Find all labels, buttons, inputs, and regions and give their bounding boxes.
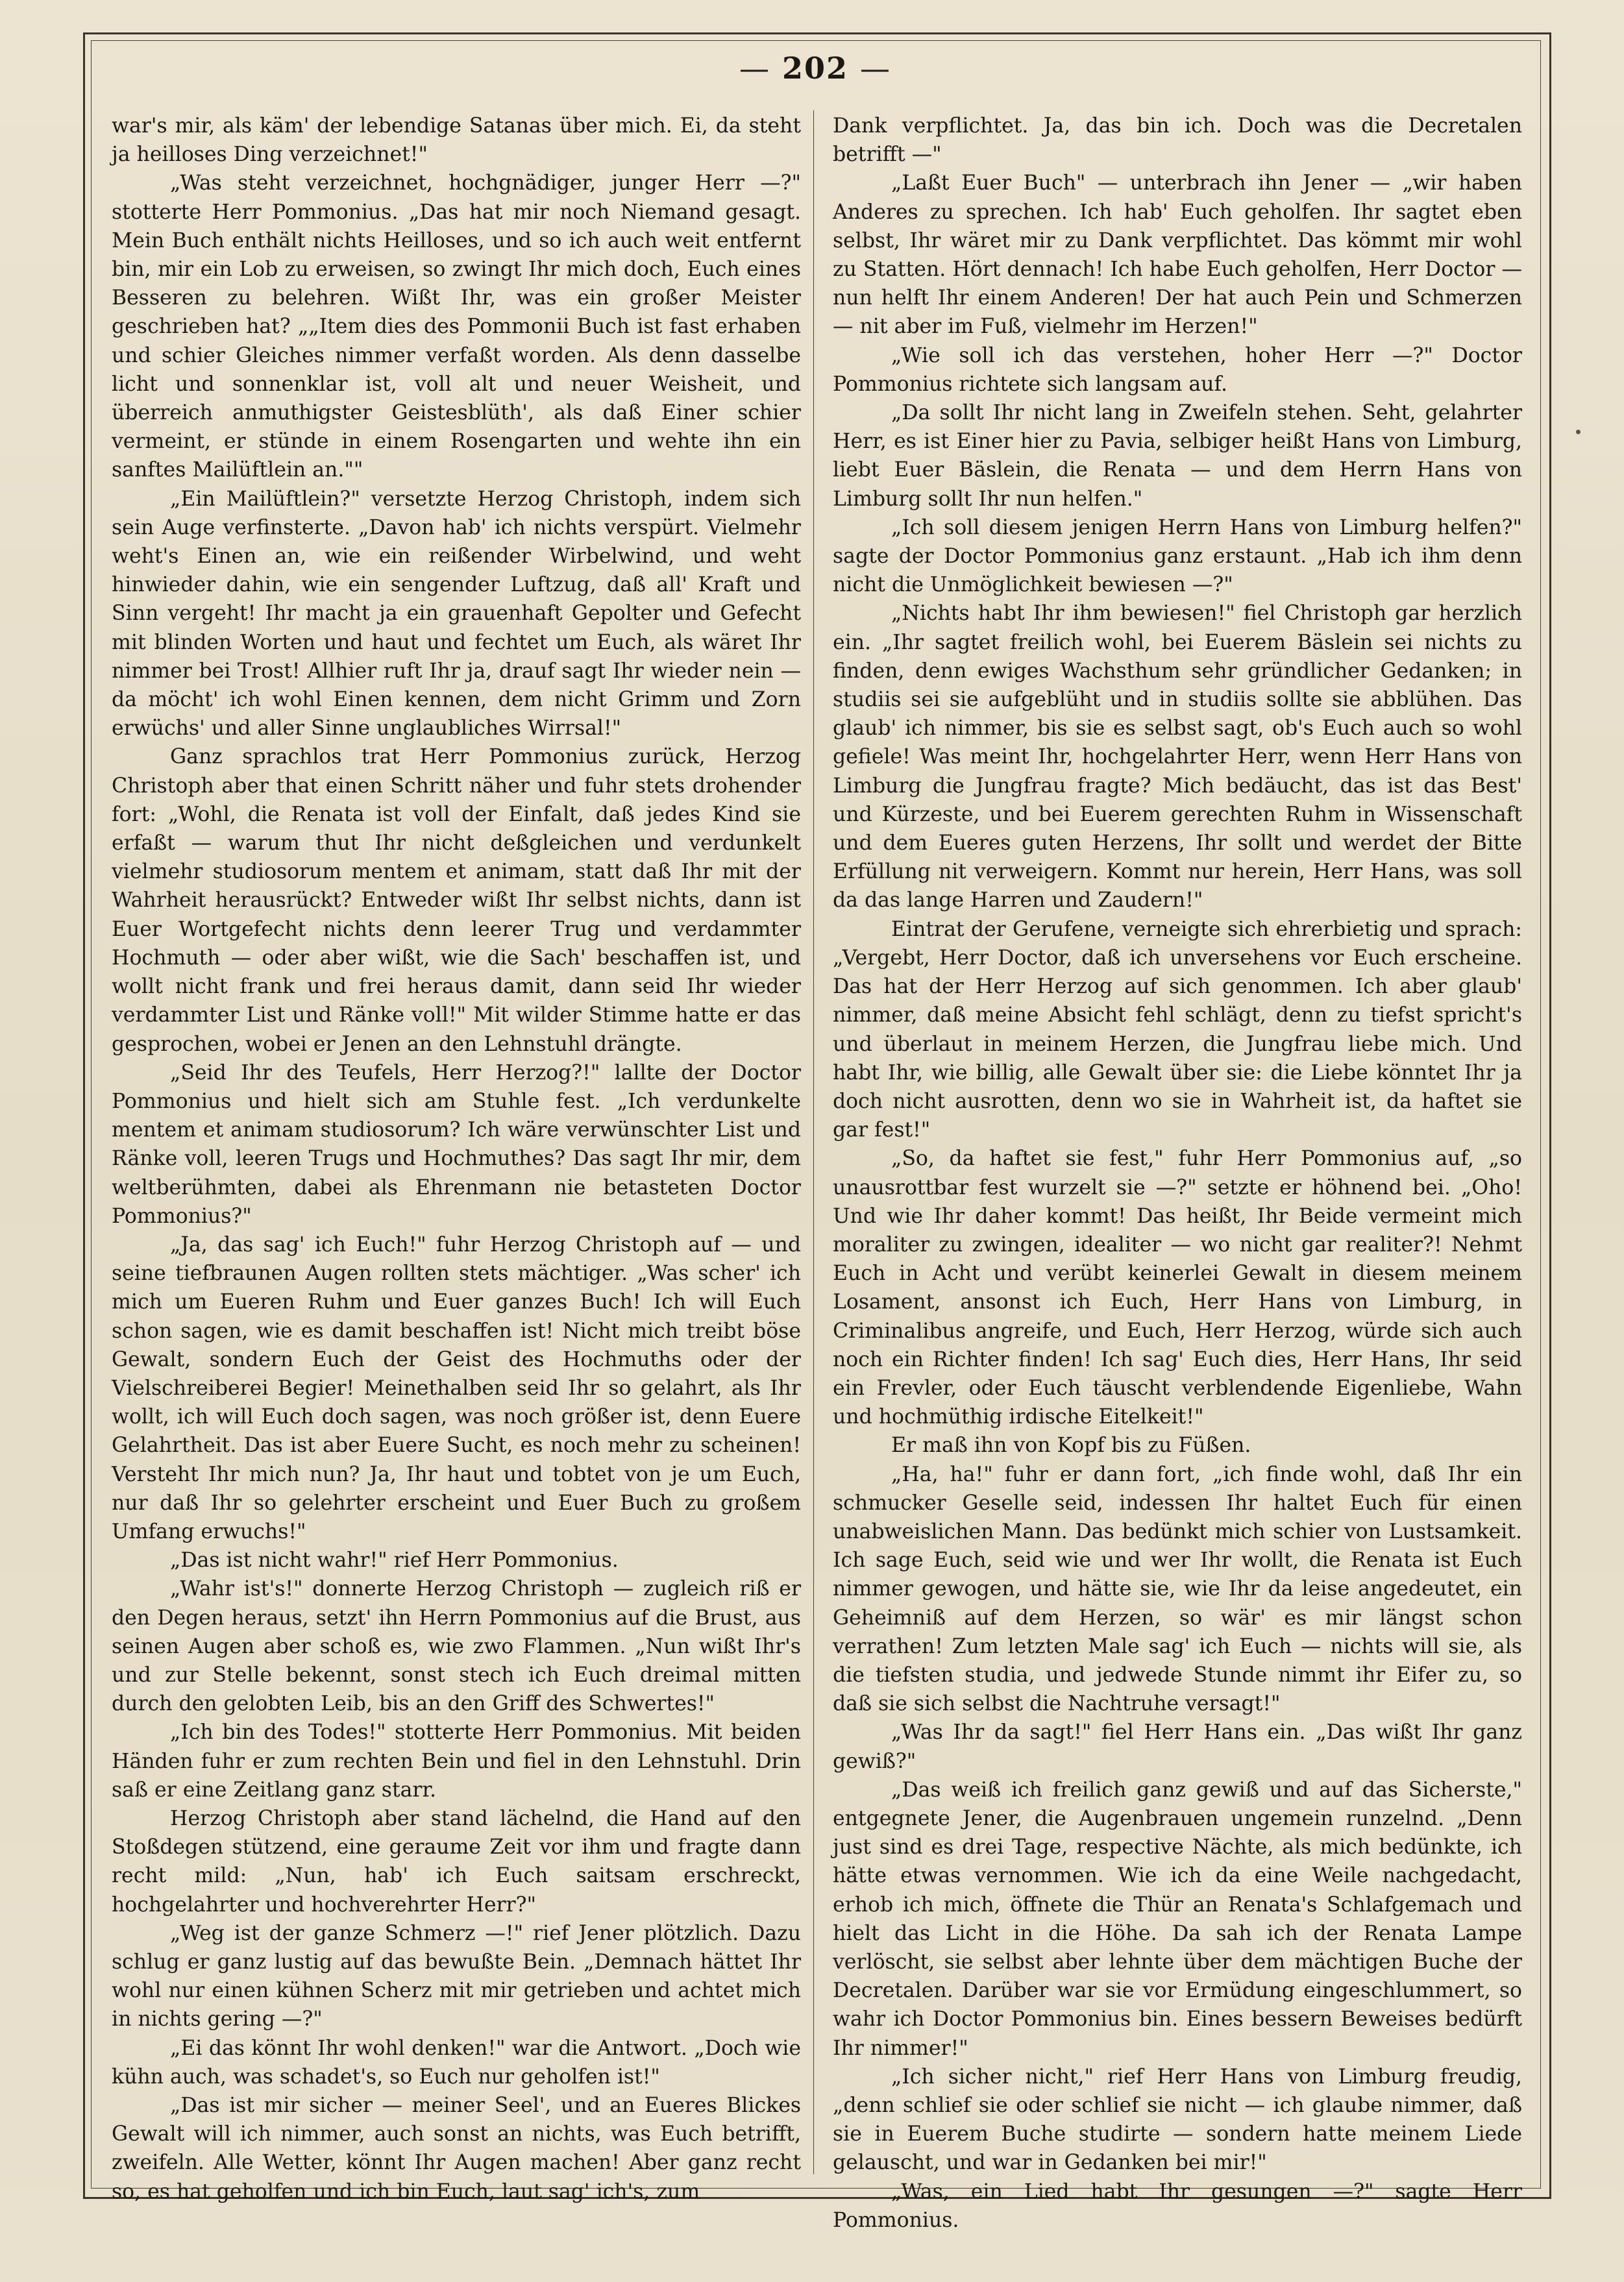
paragraph: Dank verpflichtet. Ja, das bin ich. Doch was die Decretalen betrifft —" xyxy=(833,114,1522,167)
paragraph: war's mir, als käm' der lebendige Satanas über mich. Ei, da steht ja heilloses Ding verzeichnet!" xyxy=(112,114,801,167)
paragraph: „Nichts habt Ihr ihm bewiesen!" fiel Christoph gar herzlich ein. „Ihr sagtet freilich wohl, bei Euerem Bäslein sei nichts zu finden, denn ewiges Wachsthum sehr gründlicher Gedanken; in studiis sei sie aufgeblüht und in studiis sollte sie abblühen. Das glaub' ich nimmer, bis sie es selbst sagt, ob's Euch auch so wohl gefiele! Was meint Ihr, hochgelahrter Herr, wenn Herr Hans von Limburg die Jungfrau fragte? Mich bedäucht, das ist das Best' und Kürzeste, und bei Euerem gerechten Ruhm in Wissenschaft und dem Eueres guten Herzens, Ihr sollt und werdet der Bitte Erfüllung nit verweigern. Kommt nur herein, Herr Hans, was soll da das lange Harren und Zaudern!" xyxy=(833,602,1522,913)
column-divider xyxy=(813,110,814,2174)
left-column xyxy=(112,112,801,2206)
paragraph: „Seid Ihr des Teufels, Herr Herzog?!" lallte der Doctor Pommonius und hielt sich am Stuhle fest. „Ich verdunkelte mentem et animam studiosorum? Ich wäre verwünschter List und Ränke voll, leeren Trugs und Hochmuthes? Das sagt Ihr mir, dem weltberühmten, dabei als Ehrenmann nie betasteten Doctor Pommonius?" xyxy=(112,1061,801,1228)
paragraph: „Laßt Euer Buch" — unterbrach ihn Jener — „wir haben Anderes zu sprechen. Ich hab' Euch geholfen. Ihr sagtet eben selbst, Ihr wäret mir zu Dank verpflichtet. Das kömmt mir wohl zu Statten. Hört dennach! Ich habe Euch geholfen, Herr Doctor — nun helft Ihr einem Anderen! Der hat auch Pein und Schmerzen — nit aber im Fuß, vielmehr im Herzen!" xyxy=(833,171,1522,339)
paragraph: „Ha, ha!" fuhr er dann fort, „ich finde wohl, daß Ihr ein schmucker Geselle seid, indessen Ihr haltet Euch für einen unabweislichen Mann. Das bedünkt mich schier von Lustsamkeit. Ich sage Euch, seid wie und wer Ihr wollt, die Renata ist Euch nimmer gewogen, und hätte sie, wie Ihr da leise angedeutet, ein Geheimniß auf dem Herzen, so wär' es mir längst schon verrathen! Zum letzten Male sag' ich Euch — nichts will sie, als die tiefsten studia, und jedwede Stunde nimmt ihr Eifer zu, so daß sie sich selbst die Nachtruhe versagt!" xyxy=(833,1462,1522,1716)
paragraph: „Ja, das sag' ich Euch!" fuhr Herzog Christoph auf — und seine tiefbraunen Augen rollten stets mächtiger. „Was scher' ich mich um Eueren Ruhm und Euer ganzes Buch! Ich will Euch schon sagen, wie es damit beschaffen ist! Nicht mich treibt böse Gewalt, sondern Euch der Geist des Hochmuths oder der Vielschreiberei Begier! Meinethalben seid Ihr so gelahrt, als Ihr wollt, ich will Euch doch sagen, was noch größer ist, denn Euere Gelahrtheit. Das ist aber Euere Sucht, es noch mehr zu scheinen! Versteht Ihr mich nun? Ja, Ihr haut und tobtet von je um Euch, nur daß Ihr so gelehrter erscheint und Euer Buch zu großem Umfang erwuchs!" xyxy=(112,1233,801,1543)
header-dash-right: — xyxy=(860,51,892,86)
page-number: 202 xyxy=(781,51,849,86)
paragraph: „So, da haftet sie fest," fuhr Herr Pommonius auf, „so unausrottbar fest wurzelt sie —?" setzte er höhnend bei. „Oho! Und wie Ihr daher kommt! Das heißt, Ihr Beide vermeint mich moraliter zu zwingen, idealiter — wo nicht gar realiter?! Nehmt Euch in Acht und verübt keinerlei Gewalt in diesem meinem Losament, ansonst ich Euch, Herr Hans von Limburg, in Criminalibus angreife, und Euch, Herr Herzog, würde sich auch noch ein Richter finden! Ich sag' Euch dies, Herr Hans, Ihr seid ein Frevler, oder Euch täuscht verblendende Eigenliebe, Wahn und hochmüthig irdische Eitelkeit!" xyxy=(833,1147,1522,1429)
paragraph: Ganz sprachlos trat Herr Pommonius zurück, Herzog Christoph aber that einen Schritt näher und fuhr stets drohender fort: „Wohl, die Renata ist voll der Einfalt, daß jedes Kind sie erfaßt — warum thut Ihr nicht deßgleichen und verdunkelt vielmehr studiosorum mentem et animam, statt daß Ihr mit der Wahrheit herausrückt? Entweder wißt Ihr selbst nichts, dann ist Euer Wortgefecht nichts denn leerer Trug und verdammter Hochmuth — oder aber wißt, wie die Sach' beschaffen ist, und wollt nicht frank und frei heraus damit, dann seid Ihr wieder verdammter List und Ränke voll!" Mit wilder Stimme hatte er das gesprochen, wobei er Jenen an den Lehnstuhl drängte. xyxy=(112,745,801,1056)
paragraph: „Da sollt Ihr nicht lang in Zweifeln stehen. Seht, gelahrter Herr, es ist Einer hier zu Pavia, selbiger heißt Hans von Limburg, liebt Euer Bäslein, die Renata — und dem Herrn Hans von Limburg sollt Ihr nun helfen." xyxy=(833,401,1522,511)
paragraph: „Weg ist der ganze Schmerz —!" rief Jener plötzlich. Dazu schlug er ganz lustig auf das bewußte Bein. „Demnach hättet Ihr wohl nur einen kühnen Scherz mit mir getrieben und achtet mich in nichts gering —?" xyxy=(112,1921,801,2031)
paragraph: „Das ist mir sicher — meiner Seel', und an Eueres Blickes Gewalt will ich nimmer, auch sonst an nichts, was Euch betrifft, zweifeln. Alle Wetter, könnt Ihr Augen machen! Aber ganz recht so, es hat geholfen und ich bin Euch, laut sag' ich's, zum xyxy=(112,2094,801,2203)
paragraph: „Was Ihr da sagt!" fiel Herr Hans ein. „Das wißt Ihr ganz gewiß?" xyxy=(833,1721,1522,1773)
paragraph: „Ich sicher nicht," rief Herr Hans von Limburg freudig, „denn schlief sie oder schlief sie nicht — ich glaube nimmer, daß sie in Euerem Buche studirte — sondern hatte meinem Liede gelauscht, und war in Gedanken bei mir!" xyxy=(833,2065,1522,2175)
paragraph: „Was, ein Lied habt Ihr gesungen —?" sagte Herr Pommonius. xyxy=(833,2179,1522,2232)
paragraph: „Wahr ist's!" donnerte Herzog Christoph — zugleich riß er den Degen heraus, setzt' ihn Herrn Pommonius auf die Brust, aus seinen Augen aber schoß es, wie zwo Flammen. „Nun wißt Ihr's und zur Stelle bekennt, sonst stech ich Euch dreimal mitten durch den gelobten Leib, bis an den Griff des Schwertes!" xyxy=(112,1577,801,1716)
paragraph: „Das weiß ich freilich ganz gewiß und auf das Sicherste," entgegnete Jener, die Augenbrauen ungemein runzelnd. „Denn just sind es drei Tage, respective Nächte, als mich bedünkte, ich hätte etwas vernommen. Wie ich da eine Weile nachgedacht, erhob ich mich, öffnete die Thür an Renata's Schlafgemach und hielt das Licht in die Höhe. Da sah ich der Renata Lampe verlöscht, sie selbst aber lehnte über dem mächtigen Buche der Decretalen. Darüber war sie vor Ermüdung eingeschlummert, so wahr ich Doctor Pommonius bin. Eines bessern Beweises bedürft Ihr nimmer!" xyxy=(833,1778,1522,2060)
paragraph: Er maß ihn von Kopf bis zu Füßen. xyxy=(891,1434,1251,1458)
paragraph: „Das ist nicht wahr!" rief Herr Pommonius. xyxy=(170,1549,619,1573)
paragraph: „Ei das könnt Ihr wohl denken!" war die Antwort. „Doch wie kühn auch, was schadet's, so Euch nur geholfen ist!" xyxy=(112,2036,801,2089)
paragraph: Herzog Christoph aber stand lächelnd, die Hand auf den Stoßdegen stützend, eine geraume Zeit vor ihm und fragte dann recht mild: „Nun, hab' ich Euch saitsam erschreckt, hochgelahrter und hochverehrter Herr?" xyxy=(112,1806,801,1917)
paragraph: Eintrat der Gerufene, verneigte sich ehrerbietig und sprach: „Vergebt, Herr Doctor, daß ich unversehens vor Euch erscheine. Das hat der Herr Herzog auf sich genommen. Ich aber glaub' nimmer, daß meine Absicht fehl schlägt, denn zu tiefst spricht's und überlaut in meinem Herzen, die Jungfrau liebe mich. Und habt Ihr, wie billig, alle Gewalt über sie: die Liebe könntet Ihr ja doch nicht ausrotten, denn wo sie in Wahrheit ist, da haftet sie gar fest!" xyxy=(833,917,1522,1142)
paragraph: „Was steht verzeichnet, hochgnädiger, junger Herr —?" stotterte Herr Pommonius. „Das hat mir noch Niemand gesagt. Mein Buch enthält nichts Heilloses, und so ich auch weit entfernt bin, mir ein Lob zu erweisen, so zwingt Ihr mich doch, Euch eines Besseren zu belehren. Wißt Ihr, was ein großer Meister geschrieben hat? „„Item dies des Pommonii Buch ist fast erhaben und schier Gleiches nimmer verfaßt worden. Als denn dasselbe licht und sonnenklar ist, voll alt und neuer Weisheit, und überreich anmuthigster Geistesblüth', als daß Einer schier vermeint, er stünde in einem Rosengarten und wehte ihn ein sanftes Mailüftlein an."" xyxy=(112,171,801,482)
paragraph: „Ein Mailüftlein?" versetzte Herzog Christoph, indem sich sein Auge verfinsterte. „Davon hab' ich nichts verspürt. Vielmehr weht's Einen an, wie ein reißender Wirbelwind, und weht hinwieder dahin, wie ein sengender Luftzug, daß all' Kraft und Sinn vergeht! Ihr macht ja ein grauenhaft Gepolter und Gefecht mit blinden Worten und haut und fechtet um Euch, als wäret Ihr nimmer bei Trost! Allhier ruft Ihr ja, drauf sagt Ihr wieder nein — da möcht' ich wohl Einen kennen, dem nicht Grimm und Zorn erwüchs' und aller Sinne unglaubliches Wirrsal!" xyxy=(112,487,801,741)
page-header xyxy=(91,51,1540,96)
paragraph: „Wie soll ich das verstehen, hoher Herr —?" Doctor Pommonius richtete sich langsam auf. xyxy=(833,343,1522,396)
paragraph: „Ich bin des Todes!" stotterte Herr Pommonius. Mit beiden Händen fuhr er zum rechten Bein und fiel in den Lehnstuhl. Drin saß er eine Zeitlang ganz starr. xyxy=(112,1721,801,1802)
right-column xyxy=(833,112,1522,2235)
paragraph: „Ich soll diesem jenigen Herrn Hans von Limburg helfen?" sagte der Doctor Pommonius ganz erstaunt. „Hab ich ihm denn nicht die Unmöglichkeit bewiesen —?" xyxy=(833,515,1522,597)
ink-speck xyxy=(1576,430,1581,434)
header-dash-left: — xyxy=(739,51,770,86)
